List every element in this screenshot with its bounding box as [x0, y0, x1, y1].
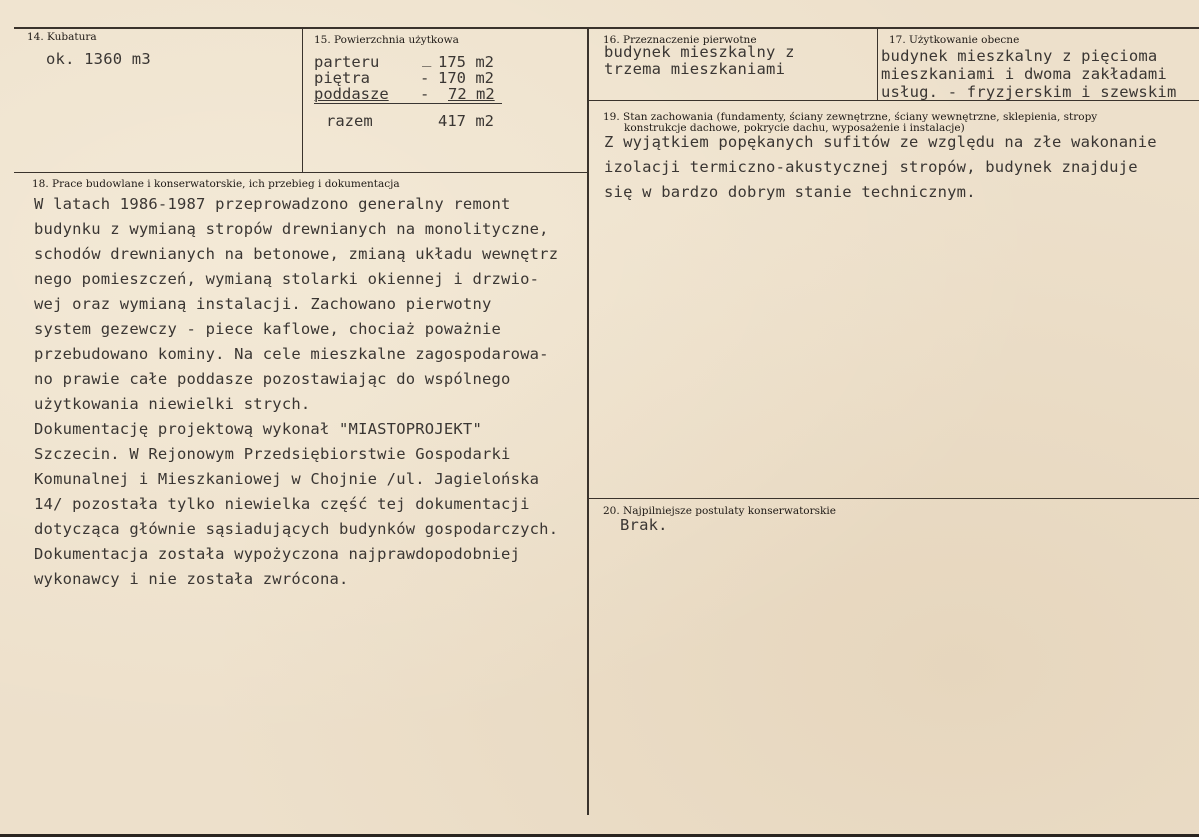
rule-under-19 [589, 498, 1199, 499]
uzytkowanie-label: 17. Użytkowanie obecne [889, 34, 1020, 46]
text-line: wykonawcy i nie została zwrócona. [34, 570, 349, 588]
text-line: Dokumentacja została wypożyczona najprawdopodobniej [34, 545, 521, 563]
stan-zachowania-text [604, 130, 1157, 205]
text-line: W latach 1986-1987 przeprowadzono generalny remont [34, 195, 511, 213]
przeznaczenie-value [604, 44, 795, 78]
divider-14-15 [302, 29, 303, 172]
area-row-sep: - [420, 85, 430, 103]
text-line: budynek mieszkalny z pięcioma [881, 47, 1158, 65]
text-line: mieszkaniami i dwoma zakładami [881, 65, 1167, 83]
postulaty-value: Brak. [620, 516, 668, 534]
text-line: dotycząca głównie sąsiadujących budynków gospodarczych. [34, 520, 559, 538]
text-line: schodów drewnianych na betonowe, zmianą układu wewnętrz [34, 245, 559, 263]
rule-under-14-15 [14, 172, 587, 173]
uzytkowanie-value [881, 47, 1177, 101]
kubatura-value: ok. 1360 m3 [46, 50, 151, 68]
area-row-value: 170 m2 [438, 69, 494, 87]
area-row-sep: _ [422, 49, 432, 67]
area-row-name: poddasze [314, 85, 389, 103]
przeznaczenie-label: 16. Przeznaczenie pierwotne [603, 34, 757, 46]
text-line: 14/ pozostała tylko niewielka część tej dokumentacji [34, 495, 530, 513]
text-line: wej oraz wymianą instalacji. Zachowano pierwotny [34, 295, 492, 313]
text-line: trzema mieszkaniami [604, 60, 786, 78]
text-line: Komunalnej i Mieszkaniowej w Chojnie /ul. Jagielońska [34, 470, 540, 488]
area-row-sep: - [420, 69, 430, 87]
area-row-name: piętra [314, 69, 370, 87]
area-row-name: parteru [314, 53, 380, 71]
divider-left-right [587, 29, 589, 815]
text-line: izolacji termiczno-akustycznej stropów, budynek znajduje [604, 158, 1138, 176]
divider-16-17 [877, 29, 878, 100]
area-row-value: 175 m2 [438, 53, 494, 71]
text-line: Szczecin. W Rejonowym Przedsiębiorstwie Gospodarki [34, 445, 511, 463]
postulaty-label: 20. Najpilniejsze postulaty konserwatorskie [603, 505, 836, 517]
text-line: nego pomieszczeń, wymianą stolarki okiennej i drzwio- [34, 270, 540, 288]
kubatura-label: 14. Kubatura [27, 31, 97, 43]
text-line: no prawie całe poddasze pozostawiając do wspólnego [34, 370, 511, 388]
text-line: się w bardzo dobrym stanie technicznym. [604, 183, 976, 201]
area-total-row [314, 112, 514, 132]
text-line: usług. - fryzjerskim i szewskim [881, 83, 1177, 101]
text-line: system gezewczy - piece kaflowe, chociaż poważnie [34, 320, 502, 338]
area-sum-underline [314, 103, 502, 104]
powierzchnia-label: 15. Powierzchnia użytkowa [314, 34, 459, 46]
stan-zachowania-label-2: konstrukcje dachowe, pokrycie dachu, wyposażenie i instalacje) [624, 122, 965, 134]
text-line: przebudowano kominy. Na cele mieszkalne zagospodarowa- [34, 345, 549, 363]
text-line: budynku z wymianą stropów drewnianych na monolityczne, [34, 220, 549, 238]
prace-budowlane-label: 18. Prace budowlane i konserwatorskie, ich przebieg i dokumentacja [32, 178, 400, 190]
stan-zachowania-label-1: 19. Stan zachowania (fundamenty, ściany zewnętrzne, ściany wewnętrzne, sklepienia, stropy [603, 111, 1098, 123]
text-line: użytkowania niewielki strych. [34, 395, 311, 413]
text-line: budynek mieszkalny z [604, 43, 795, 61]
area-total-value: 417 m2 [438, 112, 494, 130]
text-line: Z wyjątkiem popękanych sufitów ze względu na złe wakonanie [604, 133, 1157, 151]
top-rule [14, 27, 1199, 29]
area-row-value: 72 m2 [448, 85, 495, 103]
area-total-name: razem [326, 112, 373, 130]
text-line: Dokumentację projektową wykonał "MIASTOPROJEKT" [34, 420, 482, 438]
area-row-poddasze [314, 85, 514, 105]
prace-budowlane-text [34, 192, 558, 592]
